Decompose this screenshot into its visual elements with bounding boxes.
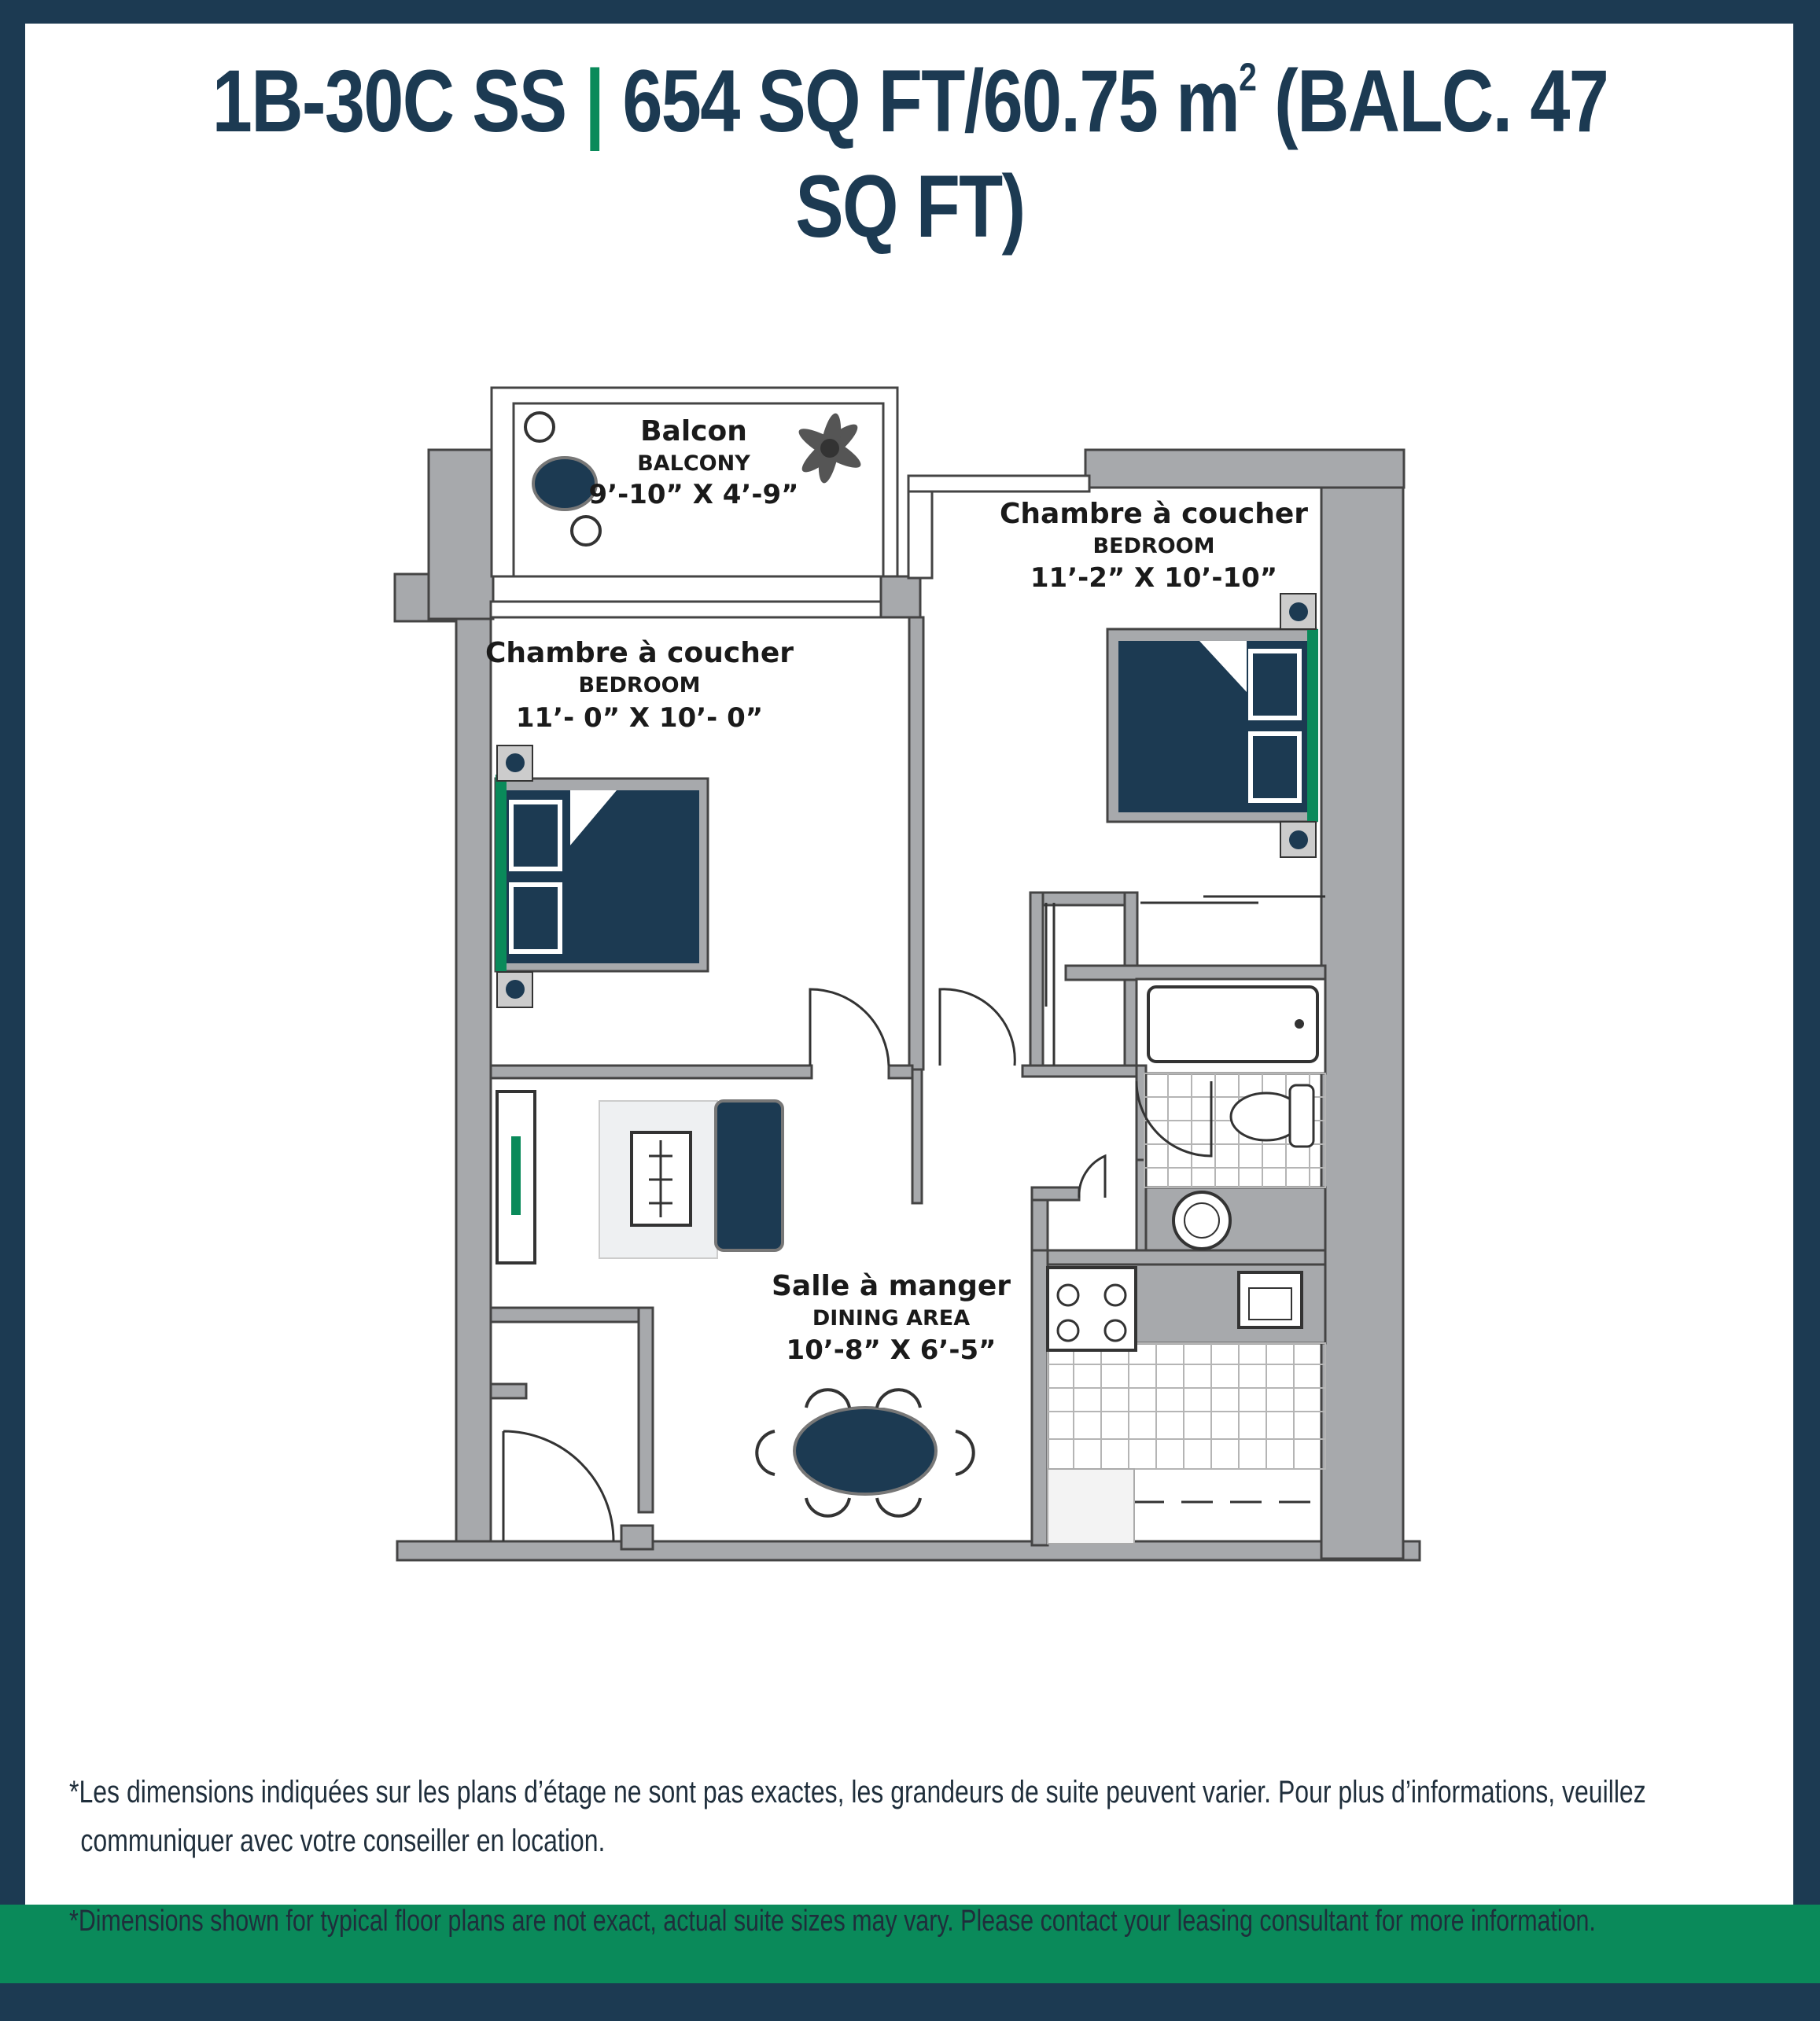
balcony-chair — [525, 413, 554, 441]
wall-segment — [491, 1384, 526, 1398]
bed-left-bedroom — [496, 745, 708, 1007]
door-left-bedroom — [810, 989, 889, 1066]
closet-sliding-door-right — [1140, 896, 1325, 903]
disclaimer-fr — [69, 1768, 1768, 1865]
wall-segment — [1022, 1066, 1137, 1077]
tv-icon — [511, 1136, 521, 1215]
title-separator: | — [584, 52, 604, 150]
label-dining — [772, 1270, 1011, 1366]
wall-entry-closet-top — [491, 1308, 652, 1322]
bedroom-right-label-fr: Chambre à coucher — [1000, 498, 1308, 530]
balcony-area: (BALC. 47 SQ FT) — [795, 52, 1608, 256]
bathtub — [1148, 987, 1317, 1062]
window-right-bedroom-top — [908, 476, 1089, 491]
balcony-chair — [572, 517, 600, 545]
wall-segment — [429, 450, 493, 619]
door-right-bedroom — [940, 989, 1015, 1066]
bathtub-drain — [1295, 1019, 1304, 1029]
kitchen-floor-tiles — [1048, 1343, 1325, 1469]
entry-door — [503, 1431, 613, 1541]
dining-table — [794, 1408, 936, 1494]
dining-label-en: DINING AREA — [812, 1306, 971, 1331]
area-superscript: 2 — [1239, 55, 1256, 99]
unit-name: 1B-30C SS — [212, 52, 566, 150]
unit-area: 654 SQ FT/60.75 m — [622, 52, 1240, 150]
wall-left — [456, 574, 491, 1557]
wall-bathroom-top — [1066, 966, 1325, 980]
wall-closet-left — [1030, 893, 1043, 1073]
wall-kitchen-bottom — [1032, 1250, 1048, 1545]
bedroom-left-label-fr: Chambre à coucher — [485, 637, 794, 669]
disclaimer-fr-line2: communiquer avec votre conseiller en location. — [80, 1824, 606, 1858]
balcony-label-en: BALCONY — [637, 451, 750, 476]
balcony-label-fr: Balcon — [640, 415, 747, 447]
wall-segment — [881, 576, 920, 617]
bedroom-right-label-en: BEDROOM — [1092, 534, 1215, 558]
dining-label-fr: Salle à manger — [771, 1270, 1011, 1302]
disclaimer-en: *Dimensions shown for typical floor plans are not exact, actual suite sizes may vary. Please contact your leasing consultant for more information. — [69, 1905, 1596, 1938]
wall-bedroom-divider — [909, 617, 923, 1069]
disclaimer-fr-line1: *Les dimensions indiquées sur les plans d’étage ne sont pas exactes, les grandeurs de suite peuvent varier. Pour plus d’informations, veuillez — [69, 1775, 1646, 1809]
wall-segment — [912, 1069, 922, 1203]
wall-entry-closet-side — [639, 1308, 653, 1512]
wall-segment — [621, 1526, 653, 1549]
closet-sliding-door — [1046, 903, 1054, 1066]
bedroom-right-dimensions: 11’-2” X 10’-10” — [1030, 562, 1278, 594]
door-kitchen-pantry — [1079, 1156, 1105, 1198]
fridge-space — [1048, 1469, 1134, 1544]
wall-kitchen-top — [1032, 1250, 1325, 1265]
dining-dimensions: 10’-8” X 6’-5” — [786, 1334, 997, 1366]
label-bedroom-left — [485, 637, 794, 734]
bedroom-left-dimensions: 11’- 0” X 10’- 0” — [515, 702, 764, 734]
label-bedroom-right — [1000, 498, 1308, 594]
bathroom-sink — [1173, 1192, 1230, 1249]
toilet-tank — [1290, 1085, 1313, 1147]
wall-segment — [1032, 1187, 1079, 1200]
wall-segment — [889, 1066, 912, 1078]
wall-top-right — [1085, 450, 1404, 488]
balcony-dimensions: 9’-10” X 4’-9” — [588, 479, 799, 510]
bed-right-bedroom — [1107, 594, 1318, 857]
sofa — [716, 1101, 783, 1250]
window-left-bedroom — [491, 602, 916, 617]
wall-bottom — [397, 1541, 1420, 1560]
wall-right — [1321, 450, 1403, 1559]
wall-bedroom-left-bottom — [491, 1066, 812, 1078]
balcony-table — [533, 458, 596, 510]
bedroom-left-label-en: BEDROOM — [578, 673, 701, 698]
